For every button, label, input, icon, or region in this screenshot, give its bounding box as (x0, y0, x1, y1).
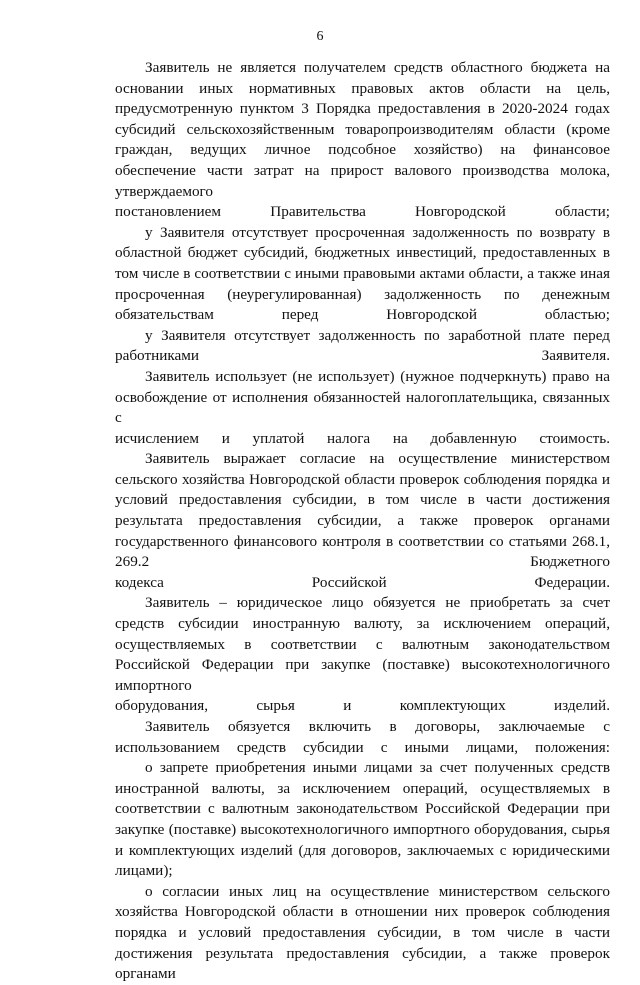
paragraph-line: части затрат на прирост валового производства молока, утверждаемого (115, 161, 611, 200)
paragraph-last-line: использованием средств субсидии с иными лицами, положения: (115, 738, 610, 756)
paragraph (115, 58, 610, 223)
paragraph-line: у Заявителя отсутствует задолженность по заработной плате перед (145, 326, 610, 344)
paragraph-last-line: работниками Заявителя. (115, 347, 610, 365)
paragraph-last-line: исчислением и уплатой налога на добавленную стоимость. (115, 429, 610, 447)
paragraph-line: предусмотренную пунктом 3 Порядка предоставления в 2020-2024 годах (115, 100, 610, 118)
paragraph-line: областной бюджет субсидий, бюджетных инвестиций, предоставленных в (115, 244, 610, 262)
paragraph-last-line: постановлением Правительства Новгородской области; (115, 203, 610, 221)
paragraph-line: осуществляемых в соответствии с валютным законодательством Российской (115, 635, 610, 674)
paragraph-line: Федерации при закупке (поставке) высокотехнологичного импортного (115, 656, 610, 694)
paragraph (115, 758, 610, 882)
paragraph-line: соответствии с валютным законодательством Российской Федерации при (115, 800, 610, 818)
page-number: 6 (316, 29, 324, 44)
paragraph (115, 326, 610, 367)
paragraph (115, 223, 610, 326)
paragraph-line: финансового контроля в соответствии со статьями 268.1, 269.2 Бюджетного (115, 532, 610, 571)
paragraph-line: средств субсидии иностранную валюту, за исключением операций, (115, 615, 610, 633)
paragraph-line: граждан, ведущих личное подсобное хозяйство) на финансовое обеспечение (115, 141, 610, 179)
paragraph-line: субсидий сельскохозяйственным товаропроизводителям области (кроме (115, 120, 610, 138)
paragraph-line: о запрете приобретения иными лицами за счет полученных средств (145, 759, 610, 777)
paragraph-line: том числе в соответствии с иными правовыми актами области, а также иная (115, 264, 610, 282)
paragraph-line: у Заявителя отсутствует просроченная задолженность по возврату в (145, 223, 610, 241)
paragraph-line: просроченная (неурегулированная) задолженность по денежным (115, 285, 610, 303)
paragraph (115, 882, 610, 985)
paragraph-line: Заявитель не является получателем средств областного бюджета на (145, 59, 610, 76)
paragraph (115, 367, 610, 449)
paragraph-line: о согласии иных лиц на осуществление министерством сельского (145, 882, 610, 900)
paragraph-line: освобождение от исполнения обязанностей налогоплательщика, связанных с (115, 388, 610, 427)
paragraph-line: Заявитель обязуется включить в договоры, заключаемые с (145, 718, 610, 735)
paragraph-last-line: лицами); (115, 862, 173, 880)
paragraph-last-line: оборудования, сырья и комплектующих изделий. (115, 697, 610, 715)
paragraph-line: порядка и условий предоставления субсидии, в том числе в части достижения (115, 923, 610, 962)
paragraph-line: Заявитель выражает согласие на осуществление министерством (145, 450, 610, 468)
paragraph-line: и комплектующих изделий (для договоров, заключаемых с юридическими (115, 841, 610, 859)
paragraph-last-line: кодекса Российской Федерации. (115, 573, 610, 591)
paragraph-line: иностранной валюты, за исключением операций, осуществляемых в (115, 779, 610, 797)
paragraph (115, 717, 610, 758)
paragraph (115, 449, 610, 593)
paragraph-line: хозяйства Новгородской области в отношении них проверок соблюдения (115, 903, 610, 921)
paragraph (115, 593, 610, 717)
document-body (115, 58, 610, 985)
paragraph-line: закупке (поставке) высокотехнологичного импортного оборудования, сырья (115, 820, 610, 838)
paragraph-line: основании иных нормативных правовых актов области на цель, (115, 79, 610, 97)
paragraph-line: предоставления субсидии, а также проверок органами государственного (115, 512, 611, 550)
paragraph-line: условий предоставления субсидии, в том числе в части достижения результата (115, 491, 610, 530)
paragraph-line: сельского хозяйства Новгородской области проверок соблюдения порядка и (115, 470, 610, 488)
paragraph-line: результата предоставления субсидии, а также проверок органами (115, 944, 610, 983)
paragraph-line: Заявитель – юридическое лицо обязуется не приобретать за счет (145, 594, 610, 612)
paragraph-last-line: обязательствам перед Новгородской областью; (115, 306, 610, 324)
paragraph-line: Заявитель использует (не использует) (нужное подчеркнуть) право на (145, 367, 610, 385)
